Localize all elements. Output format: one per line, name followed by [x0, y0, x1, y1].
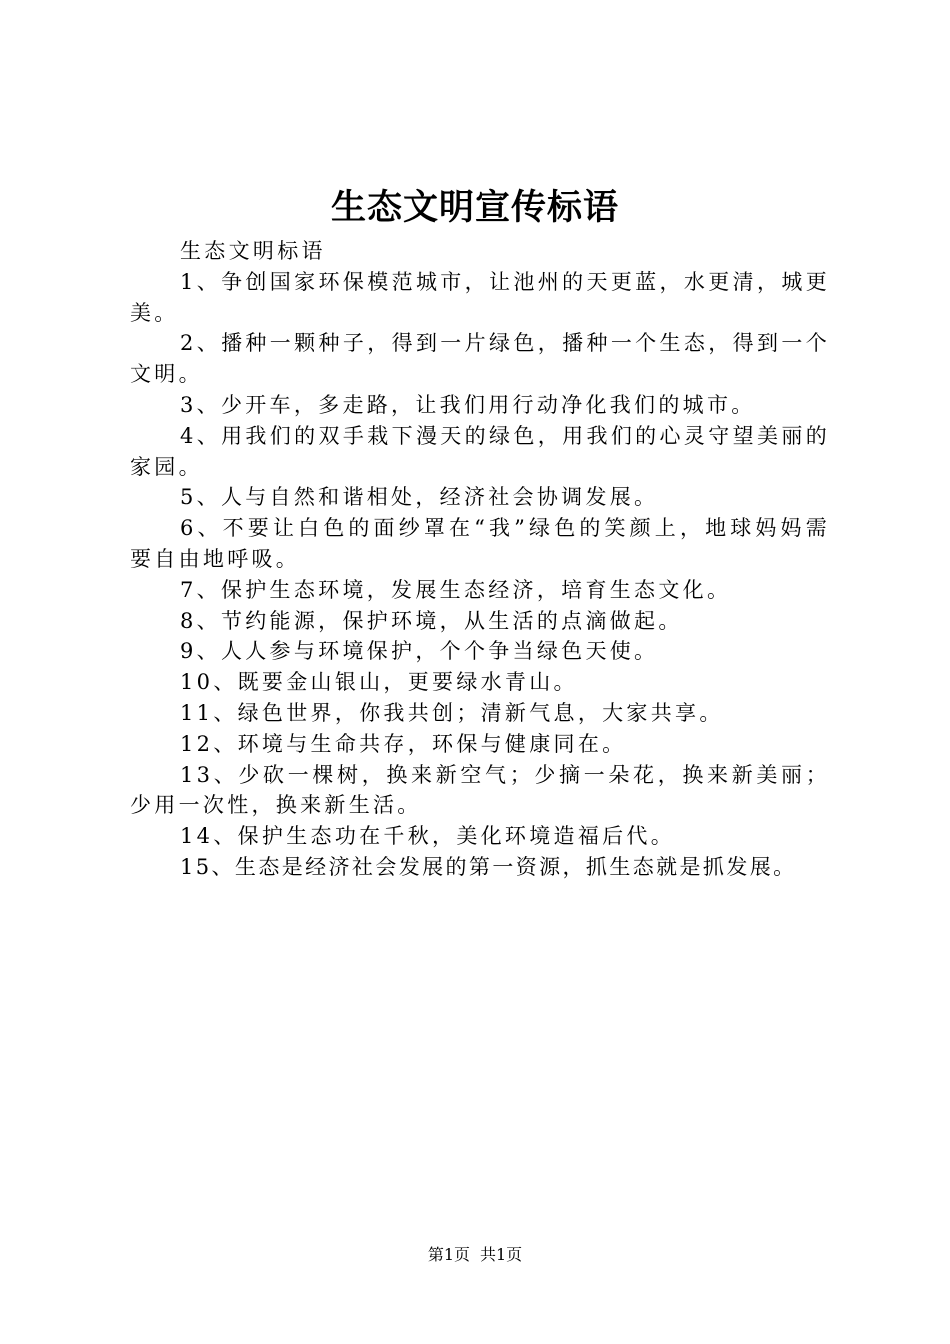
slogan-5: 5、人与自然和谐相处，经济社会协调发展。 — [180, 485, 659, 510]
slogan-2: 2、播种一颗种子，得到一片绿色，播种一个生态，得到一个文明。 — [130, 331, 830, 387]
slogan-11: 11、绿色世界，你我共创；清新气息，大家共享。 — [180, 700, 724, 725]
page-total: 共1页 — [480, 1245, 523, 1264]
slogan-3: 3、少开车，多走路，让我们用行动净化我们的城市。 — [180, 392, 756, 417]
slogan-10: 10、既要金山银山，更要绿水青山。 — [180, 670, 578, 695]
slogan-4: 4、用我们的双手栽下漫天的绿色，用我们的心灵守望美丽的家园。 — [130, 423, 830, 479]
slogan-1: 1、争创国家环保模范城市，让池州的天更蓝，水更清，城更美。 — [130, 269, 830, 325]
page-footer — [0, 1244, 950, 1266]
slogan-13: 13、少砍一棵树，换来新空气；少摘一朵花，换来新美丽；少用一次性，换来新生活。 — [130, 762, 830, 818]
subtitle: 生态文明标语 — [180, 239, 326, 263]
slogan-9: 9、人人参与环境保护，个个争当绿色天使。 — [180, 639, 659, 664]
page-title: 生态文明宣传标语 — [330, 187, 619, 228]
slogan-14: 14、保护生态功在千秋，美化环境造福后代。 — [180, 824, 676, 849]
page-number: 第1页 — [427, 1245, 470, 1264]
slogan-6: 6、不要让白色的面纱罩在“我”绿色的笑颜上，地球妈妈需要自由地呼吸。 — [130, 516, 830, 571]
slogan-12: 12、环境与生命共存，环保与健康同在。 — [180, 731, 627, 756]
slogan-7: 7、保护生态环境，发展生态经济，培育生态文化。 — [180, 577, 732, 602]
slogan-8: 8、节约能源，保护环境，从生活的点滴做起。 — [180, 608, 683, 633]
document-body — [130, 236, 830, 883]
slogan-15: 15、生态是经济社会发展的第一资源，抓生态就是抓发展。 — [180, 854, 797, 879]
